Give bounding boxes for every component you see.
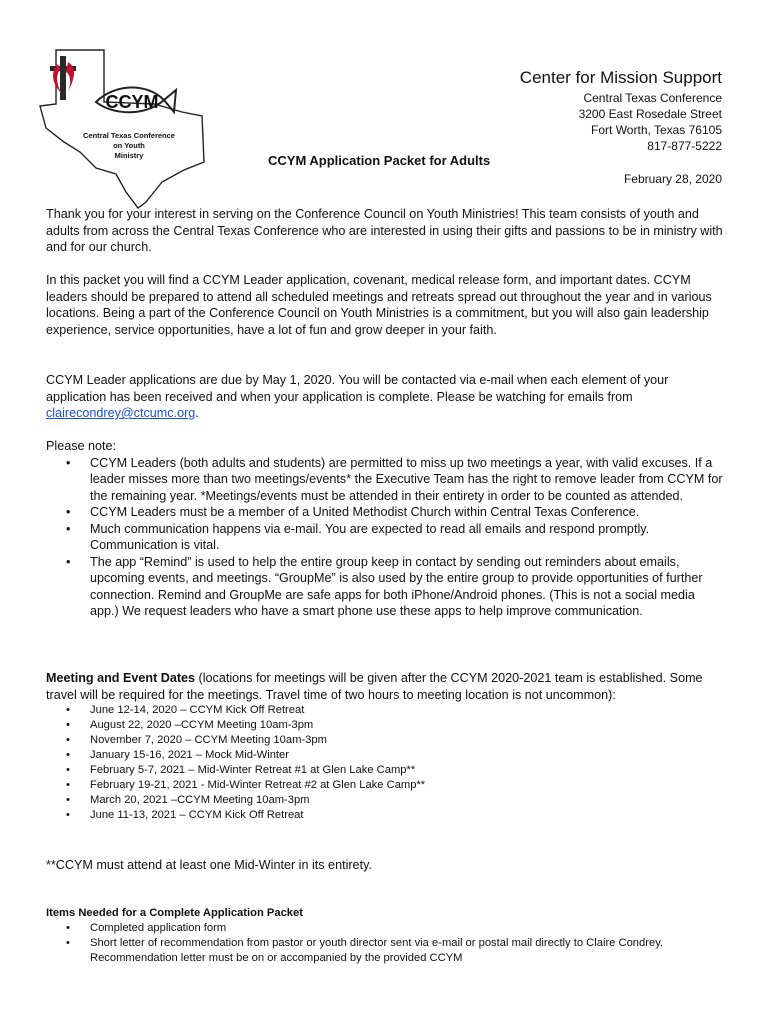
document-date: February 28, 2020 bbox=[623, 172, 722, 186]
ccym-logo bbox=[34, 42, 224, 212]
notes-heading: Please note: bbox=[46, 439, 117, 453]
packet-paragraph: In this packet you will find a CCYM Leader application, covenant, medical release form, and important dates. CCYM leaders should be prepared to attend all scheduled meetings and retreats spread out throughout the year and in various locations. Being a part of the Conference Council on Youth Ministries is a commitment, but you will also gain leadership experience, service opportunities, have a lot of fun and grow deeper in your faith. bbox=[46, 273, 712, 337]
list-item: • Short letter of recommendation from pastor or youth director sent via e-mail or postal mail directly to Claire Condrey. Recommendation letter must be on or accompanied by the provided CCYM bbox=[90, 936, 726, 966]
list-item: • January 15-16, 2021 – Mock Mid-Winter bbox=[90, 748, 726, 763]
list-item: • March 20, 2021 –CCYM Meeting 10am-3pm bbox=[90, 793, 726, 808]
address-line: 3200 East Rosedale Street bbox=[578, 107, 722, 121]
phone-line: 817-877-5222 bbox=[647, 139, 722, 153]
list-item: • June 11-13, 2021 – CCYM Kick Off Retreat bbox=[90, 808, 726, 823]
list-item: • June 12-14, 2020 – CCYM Kick Off Retreat bbox=[90, 703, 726, 718]
notes-section bbox=[46, 438, 726, 620]
org-title: Center for Mission Support bbox=[519, 68, 722, 87]
texas-map-logo-icon bbox=[34, 42, 224, 212]
list-item: • The app “Remind” is used to help the entire group keep in contact by sending out reminders about emails, upcoming events, and meetings. “GroupMe” is also used by the entire group to provide opportunities of further connection. Remind and GroupMe are safe apps for both iPhone/Android phones. (This is not a social media app.) We request leaders who have a smart phone use these apps to help improve communication. bbox=[90, 554, 726, 620]
cross-icon bbox=[60, 56, 66, 100]
list-item: • February 19-21, 2021 - Mid-Winter Retreat #2 at Glen Lake Camp** bbox=[90, 778, 726, 793]
meetings-heading: Meeting and Event Dates bbox=[46, 671, 196, 685]
svg-text:Central Texas Conference: Central Texas Conference bbox=[83, 131, 175, 140]
svg-text:on Youth: on Youth bbox=[113, 141, 145, 150]
address-line: Fort Worth, Texas 76105 bbox=[591, 123, 722, 137]
logo-ccym-text: CCYM bbox=[105, 92, 159, 112]
list-item: • CCYM Leaders must be a member of a United Methodist Church within Central Texas Conference. bbox=[90, 504, 726, 521]
midwinter-footnote: **CCYM must attend at least one Mid-Winter in its entirety. bbox=[46, 858, 372, 872]
intro-paragraph: Thank you for your interest in serving on the Conference Council on Youth Ministries! This team consists of youth and adults from across the Central Texas Conference who are interested in using their gifts and passions to be in ministry with and for our church. bbox=[46, 207, 723, 254]
address-line: Central Texas Conference bbox=[583, 91, 722, 105]
list-item: • CCYM Leaders (both adults and students) are permitted to miss up two meetings a year, with valid excuses. If a leader misses more than two meetings/events* the Executive Team has the right to remove leader from CCYM for the remaining year. *Meetings/events must be attended in their entirety in order to be counted as attended. bbox=[90, 455, 726, 505]
deadline-paragraph: CCYM Leader applications are due by May 1, 2020. You will be contacted via e-mail when each element of your application has been received and when your application is complete. Please be watching for emails from clairecondrey@ctcumc.org. bbox=[46, 373, 669, 420]
meetings-section: Meeting and Event Dates (locations for meetings will be given after the CCYM 2020-2021 team is established. Some travel will be required for the meetings. Travel time of two hours to meeting location is not uncommon): • June 12-14, 2020 – CCYM Kick Off Retreat • August 22, 2020 –CCYM Meeting 10am-3pm • November 7, 2020 – CCYM Meeting 10am-3pm • January 15-16, 2021 – Mock Mid-Winter • February 5-7, 2021 – Mid-Winter Retreat #1 at Glen Lake Camp** • February 19-21, 2021 - Mid-Winter Retreat #2 at Glen Lake Camp** • March 20, 2021 –CCYM Meeting 10am-3pm • June 11-13, 2021 – CCYM Kick Off Retreat bbox=[46, 670, 726, 823]
list-item: • November 7, 2020 – CCYM Meeting 10am-3pm bbox=[90, 733, 726, 748]
email-link[interactable]: clairecondrey@ctcumc.org bbox=[46, 406, 196, 420]
list-item: • February 5-7, 2021 – Mid-Winter Retreat #1 at Glen Lake Camp** bbox=[90, 763, 726, 778]
list-item: • Much communication happens via e-mail. You are expected to read all emails and respond promptly. Communication is vital. bbox=[90, 521, 726, 554]
items-needed-section bbox=[46, 906, 726, 966]
items-needed-heading: Items Needed for a Complete Application Packet bbox=[46, 907, 303, 919]
svg-text:Ministry: Ministry bbox=[114, 151, 144, 160]
list-item: • Completed application form bbox=[90, 921, 726, 936]
packet-title: CCYM Application Packet for Adults bbox=[268, 153, 491, 168]
list-item: • August 22, 2020 –CCYM Meeting 10am-3pm bbox=[90, 718, 726, 733]
